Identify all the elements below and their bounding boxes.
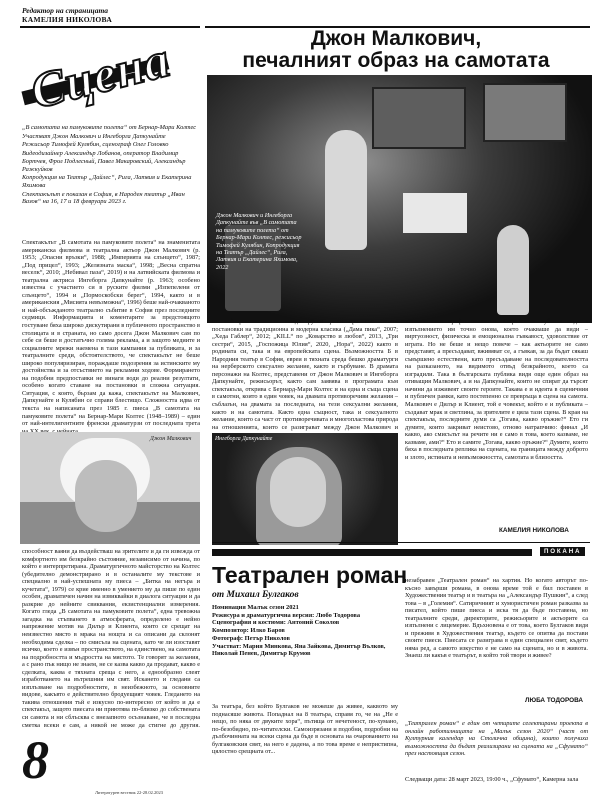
article2-author: ЛЮБА ТОДОРОВА bbox=[525, 697, 584, 704]
article1-author: КАМЕЛИЯ НИКОЛОВА bbox=[499, 527, 569, 534]
editor-label: Редактор на страницата bbox=[22, 6, 109, 15]
malkovich-photo-caption: Джон Малкович bbox=[150, 436, 192, 442]
article2-right-col: незабравен „Театрален роман“ на хартия. Но когато авторът по-късно завърши романа, в онова време той е бил поставен в Художествения театър и в театъра на „Александър Пушкин“, а след това – в „Големия“. Сатиричният и хумористичен роман разказва за писател, който пише пиеса и иска тя да бъде поставена, но театралните среди, директорите, режисьорите и актьорите са изпълнени с лицемерие. Вдъхновена е от това, което Булгаков видя и преживя в Художествения театър, където се опитва да постави своите пиеси. Пиесата се разиграва в един специален свят, където няма ред, а самото изкуство е не само на сцената, но и в живота. Знаеш ли какъв е театърът, в който той твори и живее? bbox=[405, 577, 588, 660]
editor-name: КАМЕЛИЯ НИКОЛОВА bbox=[22, 15, 113, 24]
dapkunaite-photo-caption: Ингеборга Дапкунайте bbox=[215, 436, 273, 442]
section-rule bbox=[212, 542, 590, 543]
headline-line2: печалният образ на самотата bbox=[242, 49, 550, 72]
credit-line: Номинация Малък сезон 2021 bbox=[212, 604, 299, 611]
article1-mid-col: от най-провокативните млади руски режисьори със своите постановки на традиционна и модерна класика („Дама пика“, 2007; „Хеда Габлер“, 2012; „KILL“ по „Коварство и любов“, 2013, „Три сестри“, 2015, „Госпожица Юлия“, 2020, „Нора“, 2022) както в родината си, така и на европейската сцена. Възможността Б в Народния театър в София, евреи в тяхната среда бешко драматурги на нерберското сексуално желание, както и гърбуване. В драмата персонажи на Колтес, представени от Джон Малкович и Ингеборга Дапкунайте, режисьорът, както сам заявява в програмата към спектакъла, открива с Бернард-Мари Колтес и на една и съща сцена в самотни, които в един човек, на двамата противоречиви желания – съблазън, на двамата за последната, на тези сексуални желания, както и на самотата. Както една същност, така и сексуалното желание, които са част от противоречивата и многопластова природа на отношенията, които се разиграват между Джон Малкович и bbox=[212, 318, 398, 431]
credit-line: Режисьор Тимофей Кулябин, сценограф Олег Головко bbox=[22, 141, 169, 149]
credit-line: Копродукция на Театър „Дайлес“, Рига, Латвия и Екатерина Яхимова bbox=[22, 174, 192, 189]
headline-line1: Джон Малкович, bbox=[310, 27, 482, 50]
video-screen bbox=[372, 87, 466, 149]
section-bar bbox=[212, 549, 532, 556]
credit-line: Композитор: Илко Баров bbox=[212, 627, 285, 635]
section-logo bbox=[25, 30, 176, 121]
video-screen bbox=[403, 193, 467, 233]
actor-figure bbox=[325, 130, 367, 250]
credit-line: Видеодизайнер Александър Лобанов, оператор Владимир Бортчев, Фрол Подлесный, Павел Макаровский, Александър Ражкуйков bbox=[22, 150, 186, 173]
credit-line: „В самотата на памуковите полета“ от Бернар-Мари Колтес bbox=[22, 124, 197, 131]
section-logo-text: Сцена bbox=[25, 30, 176, 120]
actor-figure bbox=[497, 225, 529, 315]
page-number: 8 bbox=[22, 730, 49, 790]
section-label: ПОКАНА bbox=[540, 547, 585, 556]
main-photo-caption: Джон Малкович и Ингеборга Дапкунайте във „В самотата на памуковите полета“ от Бернар-Мари Колтес, режисьор Тимофей Кулябин, Копродукция на Театър „Дайлес“, Рига, Латвия и Екатерина Яхимова, 2022 bbox=[216, 212, 302, 271]
article2-date: Следващи дата: 28 март 2023, 19:00 ч., „Сфумато“, Камерна зала bbox=[405, 776, 579, 783]
footer-print: Литературен вестник 22-28.02.2023 bbox=[95, 790, 164, 795]
article1-credits bbox=[22, 124, 200, 207]
credit-line: Режисура и драматургична версия: Любо Тодорова bbox=[212, 611, 361, 619]
main-photo bbox=[207, 75, 592, 323]
article2-title: Театрален роман bbox=[212, 562, 408, 588]
article1-left-col: способност ваяни да въздействаш на зрителите и да ги извежда от комфортното им безкрайно състояние, независимо от начина, по който е интерпретирана. Драматургичното майсторство на Колтес (убедително демонстрирано и в останалите му текстове и специално в най-успешната му пиеса – „Битка на негъра и кучетата“, 1979) се крие именно в умението му да пише по един особен, драматичен начин на извиквайки в диалога ситуации и да разкрие до нейните свиквания, екзистенциални измерения. Когато гледа „В самотата на памуковите полета“, една тревожна загадка на стъпването в атмосферата, определено е нейно напрежение мотив на Дилър и Клиента, които се срещат на неизвестно място в мрака на нощта и са описани да склонят необходима сделка – по смисъла на сцената, като че ли изоставят всичко, което е извън пространството, на единствено, на самотата на подробността и мъдростта на мястото. Те говорят за желания, а с рано пък нищо не знаем, не се казва какво да продават, какво е сделката, каква е тяхната среща с него, а еднообразно слеят изработването на вътрешния им свят. Искането и гледани са изплъзване на подробностите, в неизбежното, за основните видове, какъвто е действително бродуещият човек. Гледането на такива отношения тъй е изкусно по-интересно от който и да е спектакъл, защото пиесата ни приютява по-близко до собствената си самота и ни сблъсква с внезапното осъзнаване, че в последна сметка всеки е сам, а никой не може да стигне до другия. bbox=[22, 548, 200, 729]
video-screen bbox=[483, 83, 567, 142]
article1-lede: Спектакълът „В самотата на памуковите полета“ на знаменитата американска филмова и театрална актьор Джон Малкович (р. 1953; „Опасни връзки“, 1988; „Империята на слънцето“, 1987; „Под прицел“, 1993; „Желязната маска“, 1998; „Весна спратна веселк“, 2010; „Небивал паза“, 2019) и на латвийската филмова и театрална актриса Ингеборга Дапкунайте (р. 1963; особено известна с участието си в руските филми „Изпепелени от слънцето“, 1994 и „Пормоскобски берег“, 1994, както и в американския „Мисията невъзможна“, 1996) беше най-очакваното и най-обсъжданото театрално събитие в София през последните седмици. Информацията и коментарите за предстоящото гостуване бяха широко дискутирани в публичното пространство в столицата и в страната, но само досега Джон Малкович сам по себе си беше в достатъчно голяма реклама, а и защото медиите и социалните мрежи наемена в тази кампания за публиката, и за театралните среди, обстоятелството, че спектакълът не беше широко популяризиран, пораждаше подозрения за истинските му достойнства и за отсъствието на рекламни ходове. Формирането на подобни предпоставки не винаги води до реални резултати, особено когато ставане на постановки в сложна ситуация. Ситуация, с която, бързам да кажа, спектакълът на Малкович, Дапкунайте и Кулябин се справи блестящо. Сложността идва от текста на написаната през 1985 г. пиеса „В самотата на памуковите полета“ на Бернар-Мари Колтес (1948–1989) – един от най-интелигентните френски драматурзи от последната трета bbox=[22, 239, 201, 428]
article2-subtitle: от Михаил Булгаков bbox=[212, 590, 299, 600]
article1-headline bbox=[206, 28, 586, 72]
credit-line: Участват Джон Малкович и Ингеборга Дапкунайте bbox=[22, 132, 166, 140]
article2-credits bbox=[212, 604, 398, 658]
article1-right-col: изключителен професионализъм. Софийската публика видя в изпълнението им точно онова, което очакваше да види – виртуозност, физическа и емоционална гъвкавост, удоволствие от играта. Но не беше и нещо повече – как актьорите не само представят, а пресъздават, вживяват се, а гъвкав, за да бъдат сякаш съвършено естествени, като пресъздаване на последователността на разказаното, на видимото отвъд безкрайното, което са изградили. Така в българската публика видя още един образ на отиващия Малкович, а и на Дапкунайте, които не спират да търсят начини да изживеят своите героите. Такава е и идеята в сценичния и публичен рамки, като постепенно се превръща в сцена на самота. Малкович е Дилър и Клиент, той е човекът, който е и публиката – създават мрак и светлина, за зрителите е цяла тази сцена. В края на спектакъла, последните думи са „Тогава, какво оръжие?“ Ето ги думите, които закриват неистово, отново натрапчиво: финал „И какво, ако смисълът на речите ни е само в това, което казваме, не казваме, ами?“ Ето и самите „Тогава, какво оръжие?“ Думите, които бяха в последната реплика на сцената, на границата между доброто и злото, истината и невъзможността, самотата и близостта. bbox=[405, 318, 588, 461]
header-rule bbox=[20, 26, 200, 28]
malkovich-photo bbox=[20, 432, 200, 544]
credit-line: Сценография и костюми: Антоний Соколов bbox=[212, 619, 340, 627]
article2-info: „Театрален роман“ е един от четирите селектирани проекта в онлайн работилницата на „Малък сезон 2020“ (част от Културния календар на Столична община), които получиха възможността да бъдат реализирани на сцената на „Сфумато“ през настоящия сезон. bbox=[405, 720, 588, 758]
dapkunaite-photo bbox=[212, 433, 398, 545]
article2-mid-col: За театъра, без който Булгаков не можеше да живее, каквото му поднасяше живота. Попаднал на 8 театъра, справя го, че на „Не е нещо, по няка от двуките хора“, пътища от нечетеност, по-хумано, по-безобидно, по-читателски. Самоизрязани и подобни, подробни на дълбочинната на всеки сцена да бъде в основата на очарованието на булгаковския свят, на него е дадена, а по това време е непристипна, цялостно срещната от... bbox=[212, 703, 398, 756]
credit-line: Участват: Мария Минкова, Яна Зайкова, Димитър Вълков, Николай Пенев, Димитър Крумов bbox=[212, 642, 386, 658]
credit-line: Спектакълът е показан в София, в Народен театър „Иван Вазов“ на 16, 17 и 18 февруари 2023 г. bbox=[22, 190, 185, 206]
credit-line: Фотограф: Петър Николов bbox=[212, 634, 290, 642]
